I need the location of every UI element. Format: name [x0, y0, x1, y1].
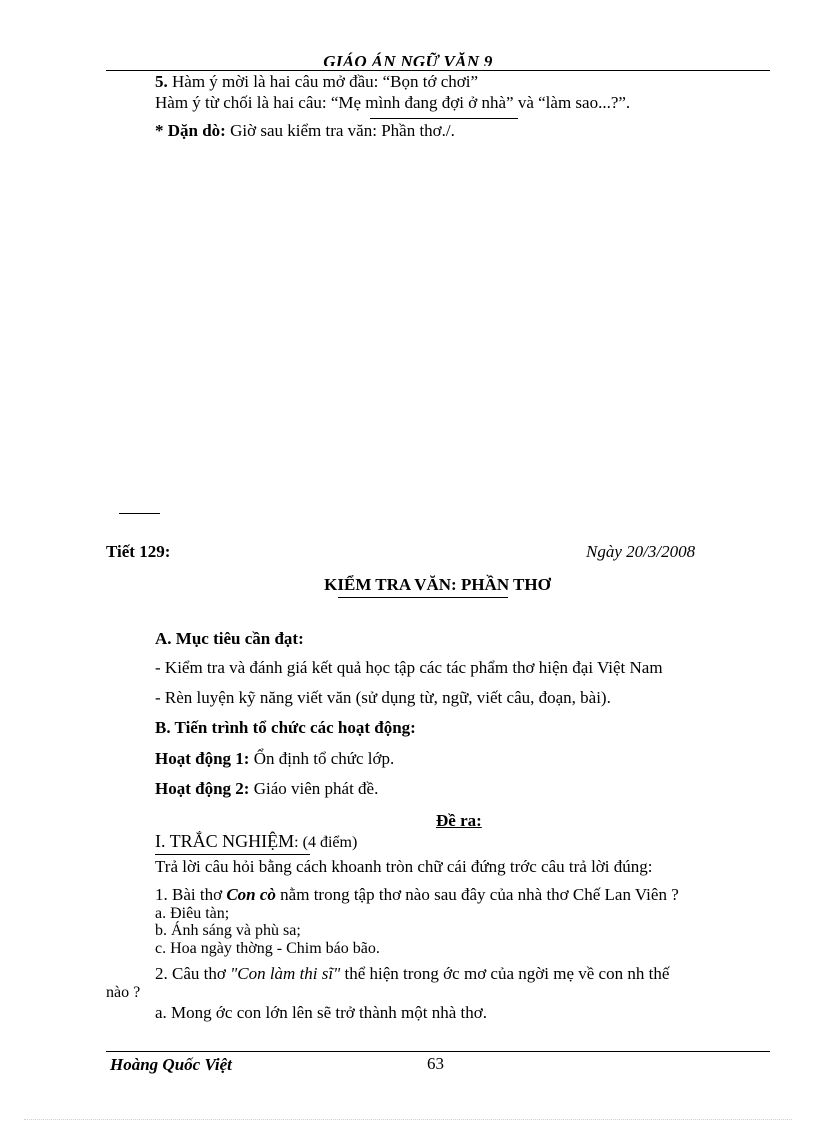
question-1 [155, 885, 679, 905]
activity-1-text: Ổn định tổ chức lớp. [249, 749, 395, 768]
part-1-title-line [155, 831, 357, 852]
prev-item-5-text: Hàm ý mời là hai câu mở đầu: “Bọn tớ chơi” [167, 72, 478, 91]
question-1-prefix: 1. Bài thơ [155, 885, 227, 904]
lesson-date: Ngày 20/3/2008 [586, 542, 696, 561]
question-2 [155, 964, 669, 984]
activity-2-text: Giáo viên phát đề. [249, 779, 379, 798]
activity-1-label: Hoạt động 1: [155, 749, 250, 768]
lesson-title: KIỂM TRA VĂN: PHẦN THƠ [324, 575, 551, 594]
part-1-title: I. TRẮC NGHIỆM [155, 831, 295, 851]
homework-label: * Dặn dò: [155, 121, 226, 140]
footer-rule [106, 1051, 770, 1052]
question-2-prefix: 2. Câu thơ [155, 964, 231, 983]
part-1-underline [155, 854, 310, 855]
section-a-item-2: - Rèn luyện kỹ năng viết văn (sử dụng từ, ngữ, viết câu, đoạn, bài). [155, 688, 611, 707]
question-1-title: Con cò [226, 885, 276, 904]
page-bottom-border [24, 1119, 792, 1120]
prev-divider [370, 118, 518, 119]
footer-author: Hoàng Quốc Việt [110, 1055, 232, 1074]
exam-instruction: Trả lời câu hỏi bằng cách khoanh tròn chữ cái đứng trớc câu trả lời đúng: [155, 857, 653, 876]
question-1-option-c: c. Hoa ngày thờng - Chim báo bão. [155, 940, 380, 957]
prev-item-5-line2: Hàm ý từ chối là hai câu: “Mẹ mình đang đợi ở nhà” và “làm sao...?”. [155, 93, 631, 112]
part-1-points: : (4 điểm) [294, 834, 358, 851]
question-2-quote: "Con làm thi sĩ" [230, 964, 341, 983]
question-2-option-a: a. Mong ớc con lớn lên sẽ trở thành một nhà thơ. [155, 1003, 487, 1022]
header-rule [106, 70, 770, 71]
question-2-continuation: nào ? [106, 984, 141, 1001]
question-1-suffix: nằm trong tập thơ nào sau đây của nhà thơ Chế Lan Viên ? [275, 885, 679, 904]
homework-text: Giờ sau kiểm tra văn: Phần thơ./. [225, 121, 455, 140]
exam-heading: Đề ra: [436, 811, 482, 830]
section-a-item-1: - Kiểm tra và đánh giá kết quả học tập các tác phẩm thơ hiện đại Việt Nam [155, 658, 663, 677]
header-title: GIÁO ÁN NGỮ VĂN 9 [323, 52, 493, 66]
prev-item-5 [155, 72, 478, 92]
activity-2-label: Hoạt động 2: [155, 779, 250, 798]
section-b-heading: B. Tiến trình tổ chức các hoạt động: [155, 718, 416, 737]
question-1-option-b: b. Ánh sáng và phù sa; [155, 922, 301, 939]
activity-1 [155, 749, 394, 769]
homework-line [155, 121, 455, 141]
activity-2 [155, 779, 378, 799]
prev-item-5-number: 5. [155, 72, 168, 91]
section-separator [119, 513, 160, 514]
page-number: 63 [427, 1054, 444, 1073]
section-a-heading: A. Mục tiêu cần đạt: [155, 629, 304, 648]
question-2-suffix: thể hiện trong ớc mơ của ngời mẹ về con nh thế [340, 964, 670, 983]
lesson-period: Tiết 129: [106, 542, 171, 561]
question-1-option-a: a. Điêu tàn; [155, 905, 230, 922]
lesson-title-underline [338, 597, 508, 598]
